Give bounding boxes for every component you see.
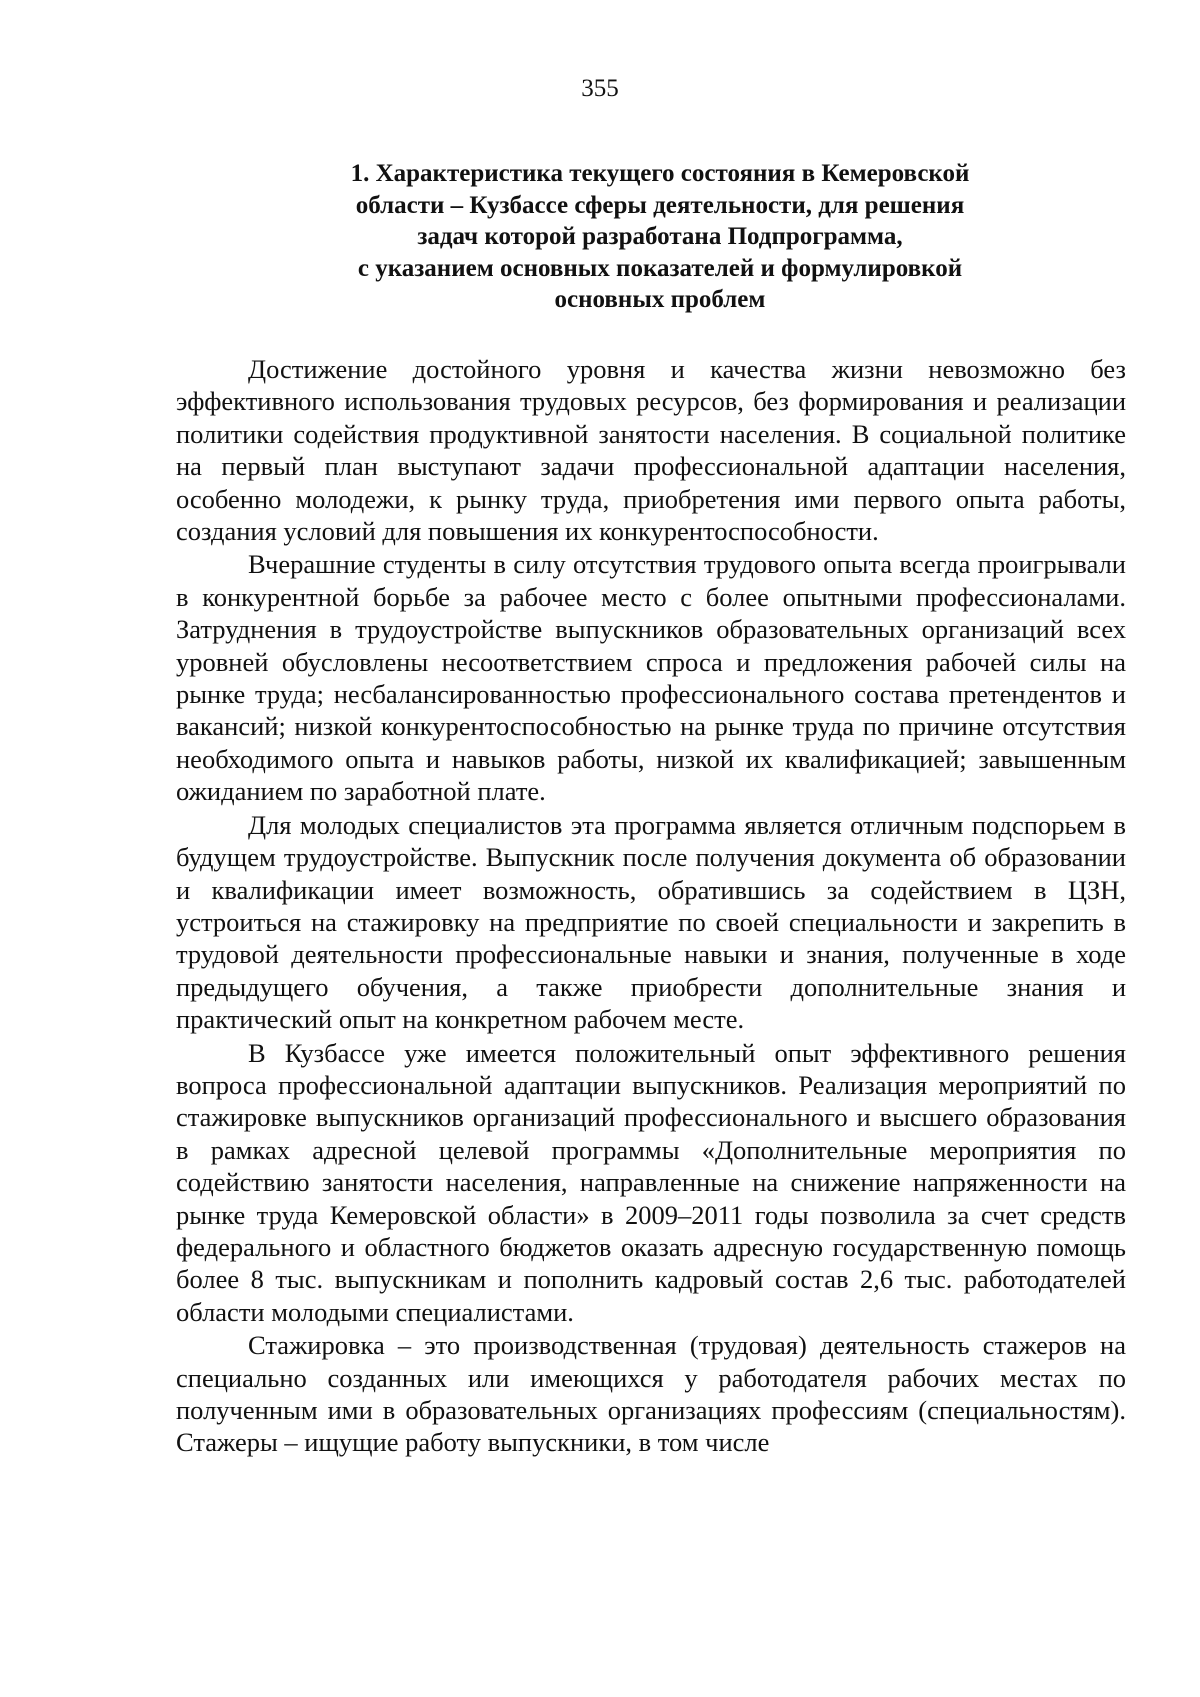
paragraph: Стажировка – это производственная (трудовая) деятельность стажеров на специально созданных или имеющихся у работодателя рабочих местах по полученным ими в образовательных организациях профессиям (специальностям). Стажеры – ищущие работу выпускники, в том числе xyxy=(176,1330,1126,1458)
paragraph: Достижение достойного уровня и качества жизни невозможно без эффективного использования трудовых ресурсов, без формирования и реализации политики содействия продуктивной занятости населения. В социальной политике на первый план выступают задачи профессиональной адаптации населения, особенно молодежи, к рынку труда, приобретения ими первого опыта работы, создания условий для повышения их конкурентоспособности. xyxy=(176,354,1126,547)
heading-line: 1. Характеристика текущего состояния в Кемеровской xyxy=(350,160,970,187)
paragraph: В Кузбассе уже имеется положительный опыт эффективного решения вопроса профессиональной адаптации выпускников. Реализация мероприятий по стажировке выпускников организаций профессионального и высшего образования в рамках адресной целевой программы «Дополнительные мероприятия по содействию занятости населения, направленные на снижение напряженности на рынке труда Кемеровской области» в 2009–2011 годы позволила за счет средств федерального и областного бюджетов оказать адресную государственную помощь более 8 тыс. выпускникам и пополнить кадровый состав 2,6 тыс. работодателей области молодыми специалистами. xyxy=(176,1037,1126,1327)
heading-line: области – Кузбассе сферы деятельности, для решения xyxy=(355,191,965,219)
heading-line: с указанием основных показателей и формулировкой xyxy=(357,254,963,282)
heading-line: задач которой разработана Подпрограмма, xyxy=(417,223,903,250)
section-heading xyxy=(260,158,1060,316)
body-text xyxy=(176,353,1126,1459)
paragraph: Вчерашние студенты в силу отсутствия трудового опыта всегда проигрывали в конкурентной борьбе за рабочее место с более опытными профессионалами. Затруднения в трудоустройстве выпускников образовательных организаций всех уровней обусловлены несоответствием спроса и предложения рабочей силы на рынке труда; несбалансированностью профессионального состава претендентов и вакансий; низкой конкурентоспособностью на рынке труда по причине отсутствия необходимого опыта и навыков работы, низкой их квалификацией; завышенным ожиданием по заработной плате. xyxy=(176,549,1126,807)
heading-line: основных проблем xyxy=(554,286,766,313)
paragraph: Для молодых специалистов эта программа является отличным подспорьем в будущем трудоустройстве. Выпускник после получения документа об образовании и квалификации имеет возможность, обратившись за содействием в ЦЗН, устроиться на стажировку на предприятие по своей специальности и закрепить в трудовой деятельности профессиональные навыки и знания, полученные в ходе предыдущего обучения, а также приобрести дополнительные знания и практический опыт на конкретном рабочем месте. xyxy=(176,809,1126,1035)
page-number: 355 xyxy=(581,75,619,102)
